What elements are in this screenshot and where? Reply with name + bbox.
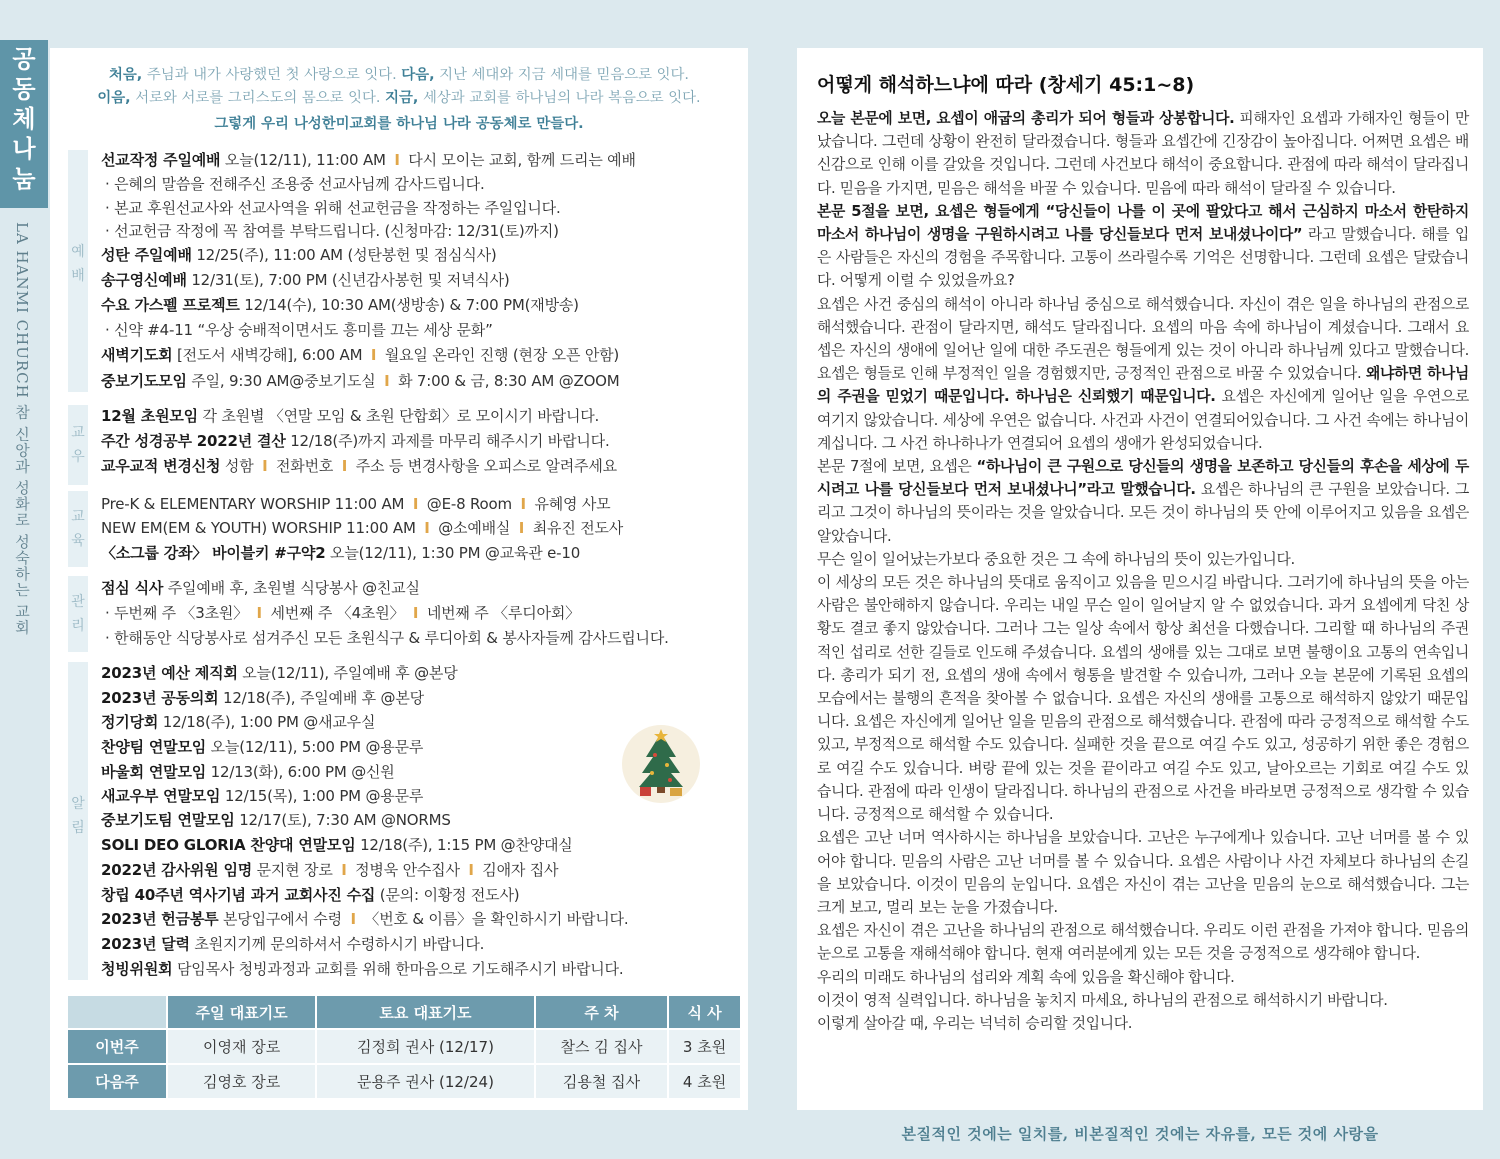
intro-keyword: 지금, [385,90,419,106]
sermon-paragraph: 이 세상의 모든 것은 하나님의 뜻대로 움직이고 있음을 믿으시길 바랍니다. 그러기에 하나님의 뜻을 아는 사람은 불안해하지 않습니다. 우리는 내일 무슨 일이 일어날지 알 수 없었습니다. 과거 요셉에게 닥친 상황도 결코 좋지 않았습니다. 그러나 그는 일상 속에서 항상 최선을 다했습니다. 그리할 때 하나님의 주권적인 섭리로 선한 길들로 인도해 주셨습니다. 요셉의 생애를 있는 그대로 보면 불행이요 고통의 연속입니다. 총리가 되기 전, 요셉의 생애 속에서 형통을 발견할 수 있습니까, 그러나 오늘 본문에 기록된 요셉의 모습에서는 불행의 흔적을 찾아볼 수 없습니다. 요셉은 자신의 생애를 고통으로 해석하지 않았기 때문입니다. 요셉은 자신에게 일어난 일을 믿음의 관점으로 해석했습니다. 관점에 따라 긍정적으로 해석할 수도 있고, 부정적으로 해석할 수도 있습니다. 실패한 것을 끝으로 여길 수도 있고, 성공하기 위한 좋은 경험으로 여길 수도 있습니다. 벼랑 끝에 있는 것을 끝이라고 여길 수도 있고, 날아오르는 기회로 여길 수도 있습니다. 관점에 따라 인생이 달라집니다. 하나님의 관점으로 사건을 바라보면 긍정적으로 생각할 수 있습니다. 긍정적으로 해석할 수 있습니다. [817,574,1469,824]
table-cell: 이영재 장로 [167,1029,316,1064]
worship-line: 중보기도모임 주일, 9:30 AM@중보기도실 I 화 7:00 & 금, 8:30 AM @ZOOM [101,372,620,390]
table-cell: 문용주 권사 (12/24) [316,1064,535,1098]
sermon-paragraph: 요셉은 자신이 겪은 고난을 하나님의 관점으로 해석했습니다. 우리도 이런 관점을 가져야 합니다. 믿음의 눈으로 고통을 재해석해야 합니다. 현재 여러분에게 있는 모든 것을 긍정적으로 생각해야 합니다. [817,922,1469,963]
table-header: 주일 대표기도 [167,996,316,1029]
table-header: 토요 대표기도 [316,996,535,1029]
intro-keyword: 다음, [401,67,435,83]
notice-line: 중보기도팀 연말모임 12/17(토), 7:30 AM @NORMS [101,811,451,829]
footer-motto: 본질적인 것에는 일치를, 비본질적인 것에는 자유를, 모든 것에 사랑을 [901,1125,1379,1143]
sermon-paragraph: 요셉은 사건 중심의 해석이 아니라 하나님 중심으로 해석했습니다. 자신이 겪은 일을 하나님의 관점으로 해석했습니다. 관점이 달라지면, 해석도 달라집니다. 요셉의 마음 속에 하나님이 계셨습니다. 그래서 요셉은 자신의 생애에 일어난 일에 대한 주도권은 형들에게 있는 것이 아니라 하나님께 있다고 말했습니다. 요셉은 형들로 인해 부정적인 일을 경험했지만, 긍정적인 관점으로 바꿀 수 있었습니다. 왜냐하면 하나님의 주권을 믿었기 때문입니다. 하나님은 신뢰했기 때문입니다. 요셉은 자신에게 일어난 일을 우연으로 여기지 않았습니다. 세상에 우연은 없습니다. 사건과 사건이 연결되어있습니다. 그 사건 속에는 하나님이 계십니다. 그 사건 하나하나가 연결되어 요셉의 생애가 완성되었습니다. [817,295,1469,452]
top-strip [48,0,1500,40]
christmas-tree-icon [622,725,700,803]
table-corner [68,996,167,1029]
side-tab-char: 눔 [12,165,36,193]
notice-line: SOLI DEO GLORIA 찬양대 연말모임 12/18(주), 1:15 PM @찬양대실 [101,836,573,854]
worship-line: · 선교헌금 작정에 꼭 참여를 부탁드립니다. (신청마감: 12/31(토)까지) [105,222,559,240]
section-teachers [68,405,88,485]
side-tab-char: 동 [12,75,36,103]
table-cell: 김용철 집사 [535,1064,668,1098]
intro-keyword: 처음, [108,67,143,83]
notice-line: 바울회 연말모임 12/13(화), 6:00 PM @신원 [101,763,395,781]
sermon-paragraph: 본문 7절에 보면, 요셉은 “하나님이 큰 구원으로 당신들의 생명을 보존하고 당신들의 후손을 세상에 두시려고 나를 당신들보다 먼저 보내셨나니”라고 말했습니다. 요셉은 하나님의 큰 구원을 보았습니다. 그리고 그것이 하나님의 뜻이라는 것을 알았습니다. 모든 것이 하나님의 뜻 안에 이루어지고 있음을 요셉은 알았습니다. [817,458,1469,545]
management-line: 점심 식사 주일예배 후, 초원별 식당봉사 @친교실 [101,579,420,597]
sermon-paragraph: 오늘 본문에 보면, 요셉이 애굽의 총리가 되어 형들과 상봉합니다. 피해자인 요셉과 가해자인 형들이 만났습니다. 그런데 상황이 완전히 달라졌습니다. 형들과 요셉간에 긴장감이 높아집니다. 어쩌면 요셉은 배신감으로 인해 이를 갈았을 것입니다. 그런데 사건보다 해석이 중요합니다. 관점에 따라 해석이 달라집니다. 믿음을 가지면, 믿음은 해석을 바꿀 수 있습니다. 믿음에 따라 해석이 달라질 수 있습니다. [817,110,1469,197]
education-line: 〈소그룹 강좌〉 바이블키 #구약2 오늘(12/11), 1:30 PM @교육관 e-10 [101,544,581,562]
side-tab-char: 체 [12,105,36,133]
section-label: 관 리 [71,594,85,634]
notice-line: 정기당회 12/18(주), 1:00 PM @새교우실 [101,713,376,731]
notice-line: 찬양팀 연말모임 오늘(12/11), 5:00 PM @용문루 [101,738,424,756]
intro-text: 주님과 내가 사랑했던 첫 사랑으로 잇다. [142,67,402,83]
intro-text: 서로와 서로를 그리스도의 몸으로 잇다. [130,90,386,106]
worship-line: · 신약 #4-11 “우상 숭배적이면서도 흥미를 끄는 세상 문화” [105,321,493,339]
notice-line: 2022년 감사위원 임명 문지현 장로 I 정병욱 안수집사 I 김애자 집사 [101,861,559,879]
intro-keyword: 이음, [97,90,131,106]
table-cell: 찰스 김 집사 [535,1029,668,1064]
notice-line: 청빙위원회 담임목사 청빙과정과 교회를 위해 한마음으로 기도해주시기 바랍니다. [101,960,624,978]
intro-text: 세상과 교회를 하나님의 나라 복음으로 잇다. [418,90,701,106]
intro-line-3: 그렇게 우리 나성한미교회를 하나님 나라 공동체로 만들다. [214,116,584,132]
section-education [68,491,88,567]
section-label: 교 우 [71,425,85,465]
worship-line: 수요 가스펠 프로젝트 12/14(수), 10:30 AM(생방송) & 7:00 PM(재방송) [101,296,579,314]
side-tab-char: 공 [12,45,36,73]
sermon-title: 어떻게 해석하느냐에 따라 (창세기 45:1~8) [817,74,1195,96]
worship-line: · 본교 후원선교사와 선교사역을 위해 선교헌금을 작정하는 주일입니다. [105,199,561,217]
management-line: · 한해동안 식당봉사로 섬겨주신 모든 초원식구 & 루디아회 & 봉사자들께 감사드립니다. [105,629,669,647]
sermon-paragraph: 이렇게 살아갈 때, 우리는 넉넉히 승리할 것입니다. [817,1014,1133,1032]
section-label: 예 배 [71,244,85,284]
notice-line: 2023년 헌금봉투 본당입구에서 수령 I 〈번호 & 이름〉을 확인하시기 바랍니다. [101,910,629,928]
education-line: Pre-K & ELEMENTARY WORSHIP 11:00 AM I @E-8 Room I 유혜영 사모 [101,495,611,513]
sermon-paragraph: 본문 5절을 보면, 요셉은 형들에게 “당신들이 나를 이 곳에 팔았다고 해서 근심하지 마소서 한탄하지 마소서 하나님이 생명을 구원하시려고 나를 당신들보다 먼저 보내셨나이다” 라고 말했습니다. 해를 입은 사람들은 자신의 경험을 주목합니다. 고통이 쓰라릴수록 기억은 선명합니다. 그런데 요셉은 달랐습니다. 어떻게 이럴 수 있었을까요? [817,202,1469,290]
management-line: · 두번째 주 〈3초원〉 I 세번째 주 〈4초원〉 I 네번째 주 〈루디아회〉 [105,604,580,622]
side-tab-community [0,40,48,208]
section-label: 교 육 [71,509,85,549]
side-tab-char: 나 [12,135,36,163]
table-cell: 김영호 장로 [167,1064,316,1098]
row-label: 다음주 [68,1064,167,1098]
members-line: 교우교적 변경신청 성함 I 전화번호 I 주소 등 변경사항을 오피스로 알려주세요 [101,457,617,475]
table-header: 식 사 [668,996,740,1029]
notice-line: 새교우부 연말모임 12/15(목), 1:00 PM @용문루 [101,787,424,805]
table-row [68,1064,740,1098]
members-line: 주간 성경공부 2022년 결산 12/18(주)까지 과제를 마무리 해주시기 바랍니다. [101,432,610,450]
section-label: 알 림 [71,796,85,836]
sermon-paragraph: 우리의 미래도 하나님의 섭리와 계획 속에 있음을 확신해야 합니다. [817,968,1235,986]
intro-text: 지난 세대와 지금 세대를 믿음으로 잇다. [434,67,690,83]
announcements-panel [50,48,748,1110]
sermon-paragraph: 무슨 일이 일어났는가보다 중요한 것은 그 속에 하나님의 뜻이 있는가입니다. [817,550,1295,568]
worship-line: · 은혜의 말씀을 전해주신 조용중 선교사님께 감사드립니다. [105,175,485,193]
table-cell: 4 초원 [668,1064,740,1098]
sermon-paragraph: 요셉은 고난 너머 역사하시는 하나님을 보았습니다. 고난은 누구에게나 있습니다. 고난 너머를 볼 수 있어야 합니다. 믿음의 사람은 고난 너머를 볼 수 있습니다. 요셉은 사람이나 사건 자체보다 하나님의 손길을 보았습니다. 이것이 믿음의 눈입니다. 요셉은 자신이 겪는 고난을 믿음의 눈으로 해석했습니다. 그는 크게 보고, 멀리 보는 눈을 가졌습니다. [817,829,1469,916]
notice-line: 2023년 공동의회 12/18(주), 주일예배 후 @본당 [101,689,424,707]
notice-line: 2023년 달력 초원지기께 문의하셔서 수령하시기 바랍니다. [101,935,485,953]
sermon-body [817,107,1469,1035]
worship-line: 새벽기도회 [전도서 새벽강해], 6:00 AM I 월요일 온라인 진행 (현장 오픈 안함) [101,346,620,364]
notice-line: 2023년 예산 제직회 오늘(12/11), 주일예배 후 @본당 [101,664,458,682]
worship-line: 성탄 주일예배 12/25(주), 11:00 AM (성탄봉헌 및 점심식사) [101,246,497,264]
table-cell: 김정희 권사 (12/17) [316,1029,535,1064]
sermon-panel [797,48,1483,1110]
section-notice [68,662,88,980]
education-line: NEW EM(EM & YOUTH) WORSHIP 11:00 AM I @소예배실 I 최유진 전도사 [101,519,624,537]
weekly-duty-table [68,996,740,1098]
church-vertical-title: LA HANMI CHURCH 참 신앙과 성화로 성숙하는 교회 [13,222,31,636]
members-line: 12월 초원모임 각 초원별 〈연말 모임 & 초원 단합회〉로 모이시기 바랍니다. [101,407,600,425]
intro-line-2 [50,86,748,107]
section-worship [68,150,88,392]
worship-line: 선교작정 주일예배 오늘(12/11), 11:00 AM I 다시 모이는 교회, 함께 드리는 예배 [101,151,636,169]
notice-line: 창립 40주년 역사기념 과거 교회사진 수집 (문의: 이황정 전도사) [101,886,520,904]
row-label: 이번주 [68,1029,167,1064]
section-management [68,576,88,652]
intro-line-1 [50,63,748,84]
sermon-paragraph: 이것이 영적 실력입니다. 하나님을 놓치지 마세요, 하나님의 관점으로 해석하시기 바랍니다. [817,991,1388,1009]
table-cell: 3 초원 [668,1029,740,1064]
table-row [68,1029,740,1064]
worship-line: 송구영신예배 12/31(토), 7:00 PM (신년감사봉헌 및 저녁식사) [101,271,510,289]
table-header: 주 차 [535,996,668,1029]
